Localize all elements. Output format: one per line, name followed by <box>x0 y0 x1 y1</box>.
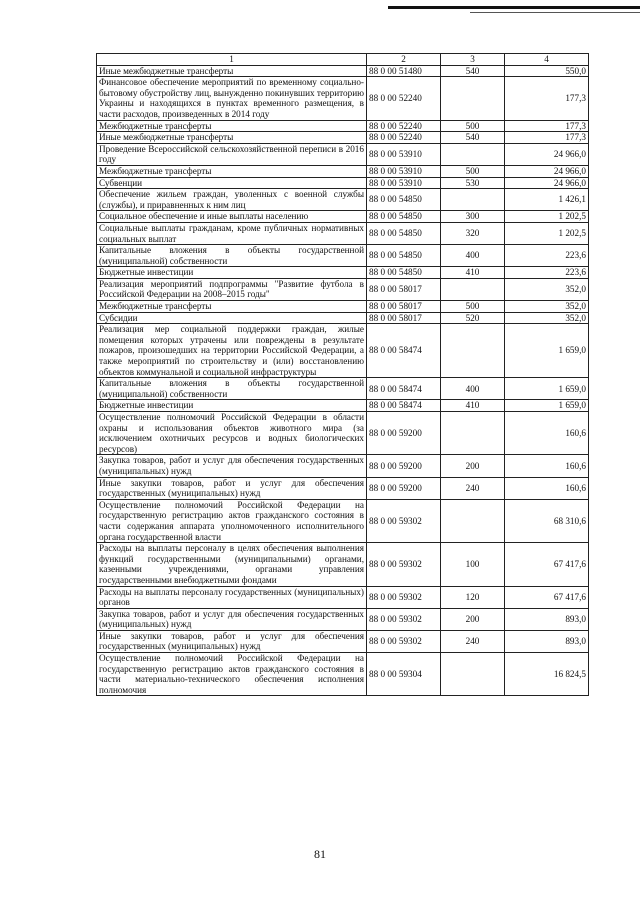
row-type: 520 <box>441 312 505 324</box>
table-row <box>97 211 589 223</box>
header-col-4: 4 <box>505 54 589 66</box>
row-sum: 24 966,0 <box>505 177 589 189</box>
row-type: 400 <box>441 245 505 267</box>
row-code: 88 0 00 52240 <box>367 132 441 144</box>
row-sum: 177,3 <box>505 132 589 144</box>
row-name: Бюджетные инвестиции <box>97 400 367 412</box>
row-name: Иные межбюджетные трансферты <box>97 132 367 144</box>
row-name: Осуществление полномочий Российской Федерации на государственную регистрацию актов гражданского состояния в части содержания аппарата уполномоченного исполнительного органа государственной власти <box>97 499 367 542</box>
table-row <box>97 653 589 696</box>
row-sum: 24 966,0 <box>505 143 589 165</box>
row-code: 88 0 00 58017 <box>367 312 441 324</box>
page-number: 81 <box>314 847 326 861</box>
table-row <box>97 400 589 412</box>
row-sum: 223,6 <box>505 245 589 267</box>
row-name: Иные межбюджетные трансферты <box>97 65 367 77</box>
row-name: Социальные выплаты гражданам, кроме публичных нормативных социальных выплат <box>97 222 367 244</box>
row-type: 120 <box>441 586 505 608</box>
table-row <box>97 165 589 177</box>
row-name: Расходы на выплаты персоналу государственных (муниципальных) органов <box>97 586 367 608</box>
row-name: Субсидии <box>97 312 367 324</box>
row-sum: 177,3 <box>505 120 589 132</box>
table-row <box>97 477 589 499</box>
row-code: 88 0 00 58474 <box>367 324 441 378</box>
row-name: Капитальные вложения в объекты государственной (муниципальной) собственности <box>97 378 367 400</box>
row-code: 88 0 00 54850 <box>367 211 441 223</box>
table-row <box>97 312 589 324</box>
row-type: 240 <box>441 630 505 652</box>
row-type <box>441 278 505 300</box>
table-row <box>97 132 589 144</box>
row-sum: 893,0 <box>505 608 589 630</box>
table-row <box>97 378 589 400</box>
row-type: 100 <box>441 543 505 586</box>
row-type: 320 <box>441 222 505 244</box>
row-name: Субвенции <box>97 177 367 189</box>
table-row <box>97 143 589 165</box>
table-row <box>97 189 589 211</box>
row-code: 88 0 00 59302 <box>367 543 441 586</box>
row-code: 88 0 00 59200 <box>367 412 441 455</box>
row-name: Межбюджетные трансферты <box>97 120 367 132</box>
row-name: Закупка товаров, работ и услуг для обеспечения государственных (муниципальных) нужд <box>97 455 367 477</box>
row-type <box>441 189 505 211</box>
row-sum: 24 966,0 <box>505 165 589 177</box>
row-type: 400 <box>441 378 505 400</box>
row-type: 500 <box>441 120 505 132</box>
table-row <box>97 543 589 586</box>
row-code: 88 0 00 51480 <box>367 65 441 77</box>
row-type: 410 <box>441 267 505 279</box>
table-row <box>97 455 589 477</box>
row-type <box>441 412 505 455</box>
table-row <box>97 245 589 267</box>
row-type <box>441 324 505 378</box>
row-sum: 16 824,5 <box>505 653 589 696</box>
row-name: Межбюджетные трансферты <box>97 301 367 313</box>
row-code: 88 0 00 59302 <box>367 499 441 542</box>
row-code: 88 0 00 54850 <box>367 267 441 279</box>
row-code: 88 0 00 59200 <box>367 455 441 477</box>
header-col-2: 2 <box>367 54 441 66</box>
row-code: 88 0 00 58017 <box>367 278 441 300</box>
row-sum: 352,0 <box>505 278 589 300</box>
row-type: 540 <box>441 132 505 144</box>
table-row <box>97 630 589 652</box>
row-name: Закупка товаров, работ и услуг для обеспечения государственных (муниципальных) нужд <box>97 608 367 630</box>
row-sum: 893,0 <box>505 630 589 652</box>
row-type: 200 <box>441 608 505 630</box>
row-code: 88 0 00 53910 <box>367 143 441 165</box>
row-code: 88 0 00 59200 <box>367 477 441 499</box>
row-code: 88 0 00 59304 <box>367 653 441 696</box>
row-name: Межбюджетные трансферты <box>97 165 367 177</box>
row-code: 88 0 00 54850 <box>367 222 441 244</box>
table-row <box>97 608 589 630</box>
row-sum: 223,6 <box>505 267 589 279</box>
table-row <box>97 120 589 132</box>
row-sum: 177,3 <box>505 77 589 120</box>
table-row <box>97 586 589 608</box>
row-name: Реализация мер социальной поддержки граждан, жилые помещения которых утрачены или повреждены в результате пожаров, произошедших на территории Российской Федерации, а также мероприятий по строительству и (или) восстановлению объектов коммунальной и социальной инфраструктуры <box>97 324 367 378</box>
row-sum: 160,6 <box>505 455 589 477</box>
row-sum: 1 659,0 <box>505 324 589 378</box>
row-type <box>441 653 505 696</box>
row-sum: 1 202,5 <box>505 211 589 223</box>
row-name: Проведение Всероссийской сельскохозяйственной переписи в 2016 году <box>97 143 367 165</box>
top-edge-rule <box>388 6 640 9</box>
row-type <box>441 143 505 165</box>
row-code: 88 0 00 53910 <box>367 177 441 189</box>
row-type: 240 <box>441 477 505 499</box>
row-code: 88 0 00 54850 <box>367 245 441 267</box>
row-sum: 352,0 <box>505 301 589 313</box>
row-code: 88 0 00 59302 <box>367 630 441 652</box>
row-name: Финансовое обеспечение мероприятий по временному социально-бытовому обустройству лиц, вынужденно покинувших территорию Украины и находящихся в пунктах временного размещения, в части расходов, произведенных в 2014 году <box>97 77 367 120</box>
row-sum: 1 659,0 <box>505 400 589 412</box>
row-code: 88 0 00 58474 <box>367 400 441 412</box>
table-row <box>97 324 589 378</box>
row-sum: 67 417,6 <box>505 586 589 608</box>
row-code: 88 0 00 59302 <box>367 608 441 630</box>
row-name: Осуществление полномочий Российской Федерации на государственную регистрацию актов гражданского состояния в части материально-технического обеспечения исполнения полномочия <box>97 653 367 696</box>
row-code: 88 0 00 52240 <box>367 120 441 132</box>
row-code: 88 0 00 52240 <box>367 77 441 120</box>
row-type: 200 <box>441 455 505 477</box>
row-name: Социальное обеспечение и иные выплаты населению <box>97 211 367 223</box>
table-row <box>97 222 589 244</box>
row-sum: 68 310,6 <box>505 499 589 542</box>
header-col-3: 3 <box>441 54 505 66</box>
row-sum: 160,6 <box>505 412 589 455</box>
row-sum: 160,6 <box>505 477 589 499</box>
row-name: Обеспечение жильем граждан, уволенных с военной службы (службы), и приравненных к ним лиц <box>97 189 367 211</box>
row-name: Бюджетные инвестиции <box>97 267 367 279</box>
row-name: Иные закупки товаров, работ и услуг для обеспечения государственных (муниципальных) нужд <box>97 630 367 652</box>
table-row <box>97 301 589 313</box>
row-sum: 1 659,0 <box>505 378 589 400</box>
row-type: 530 <box>441 177 505 189</box>
table-row <box>97 278 589 300</box>
table-row <box>97 499 589 542</box>
row-code: 88 0 00 54850 <box>367 189 441 211</box>
row-sum: 1 202,5 <box>505 222 589 244</box>
row-name: Иные закупки товаров, работ и услуг для обеспечения государственных (муниципальных) нужд <box>97 477 367 499</box>
row-code: 88 0 00 59302 <box>367 586 441 608</box>
header-col-1: 1 <box>97 54 367 66</box>
row-type <box>441 77 505 120</box>
row-type: 300 <box>441 211 505 223</box>
table-row <box>97 65 589 77</box>
table-row <box>97 412 589 455</box>
table-row <box>97 177 589 189</box>
row-name: Капитальные вложения в объекты государственной (муниципальной) собственности <box>97 245 367 267</box>
row-sum: 1 426,1 <box>505 189 589 211</box>
row-sum: 550,0 <box>505 65 589 77</box>
table-row <box>97 77 589 120</box>
row-type: 410 <box>441 400 505 412</box>
row-code: 88 0 00 53910 <box>367 165 441 177</box>
row-type: 500 <box>441 301 505 313</box>
row-name: Расходы на выплаты персоналу в целях обеспечения выполнения функций государственными (муниципальными) органами, казенными учреждениями, органами управления государственными внебюджетными фондами <box>97 543 367 586</box>
row-code: 88 0 00 58474 <box>367 378 441 400</box>
row-type <box>441 499 505 542</box>
top-edge-rule-thin <box>470 12 640 13</box>
row-code: 88 0 00 58017 <box>367 301 441 313</box>
row-type: 500 <box>441 165 505 177</box>
row-name: Реализация мероприятий подпрограммы "Развитие футбола в Российской Федерации на 2008–2015 годы" <box>97 278 367 300</box>
row-sum: 352,0 <box>505 312 589 324</box>
row-name: Осуществление полномочий Российской Федерации в области охраны и использования объектов животного мира (за исключением охотничьих ресурсов и водных биологических ресурсов) <box>97 412 367 455</box>
budget-table <box>96 53 589 696</box>
row-sum: 67 417,6 <box>505 543 589 586</box>
table-row <box>97 267 589 279</box>
row-type: 540 <box>441 65 505 77</box>
header-row <box>97 54 589 66</box>
